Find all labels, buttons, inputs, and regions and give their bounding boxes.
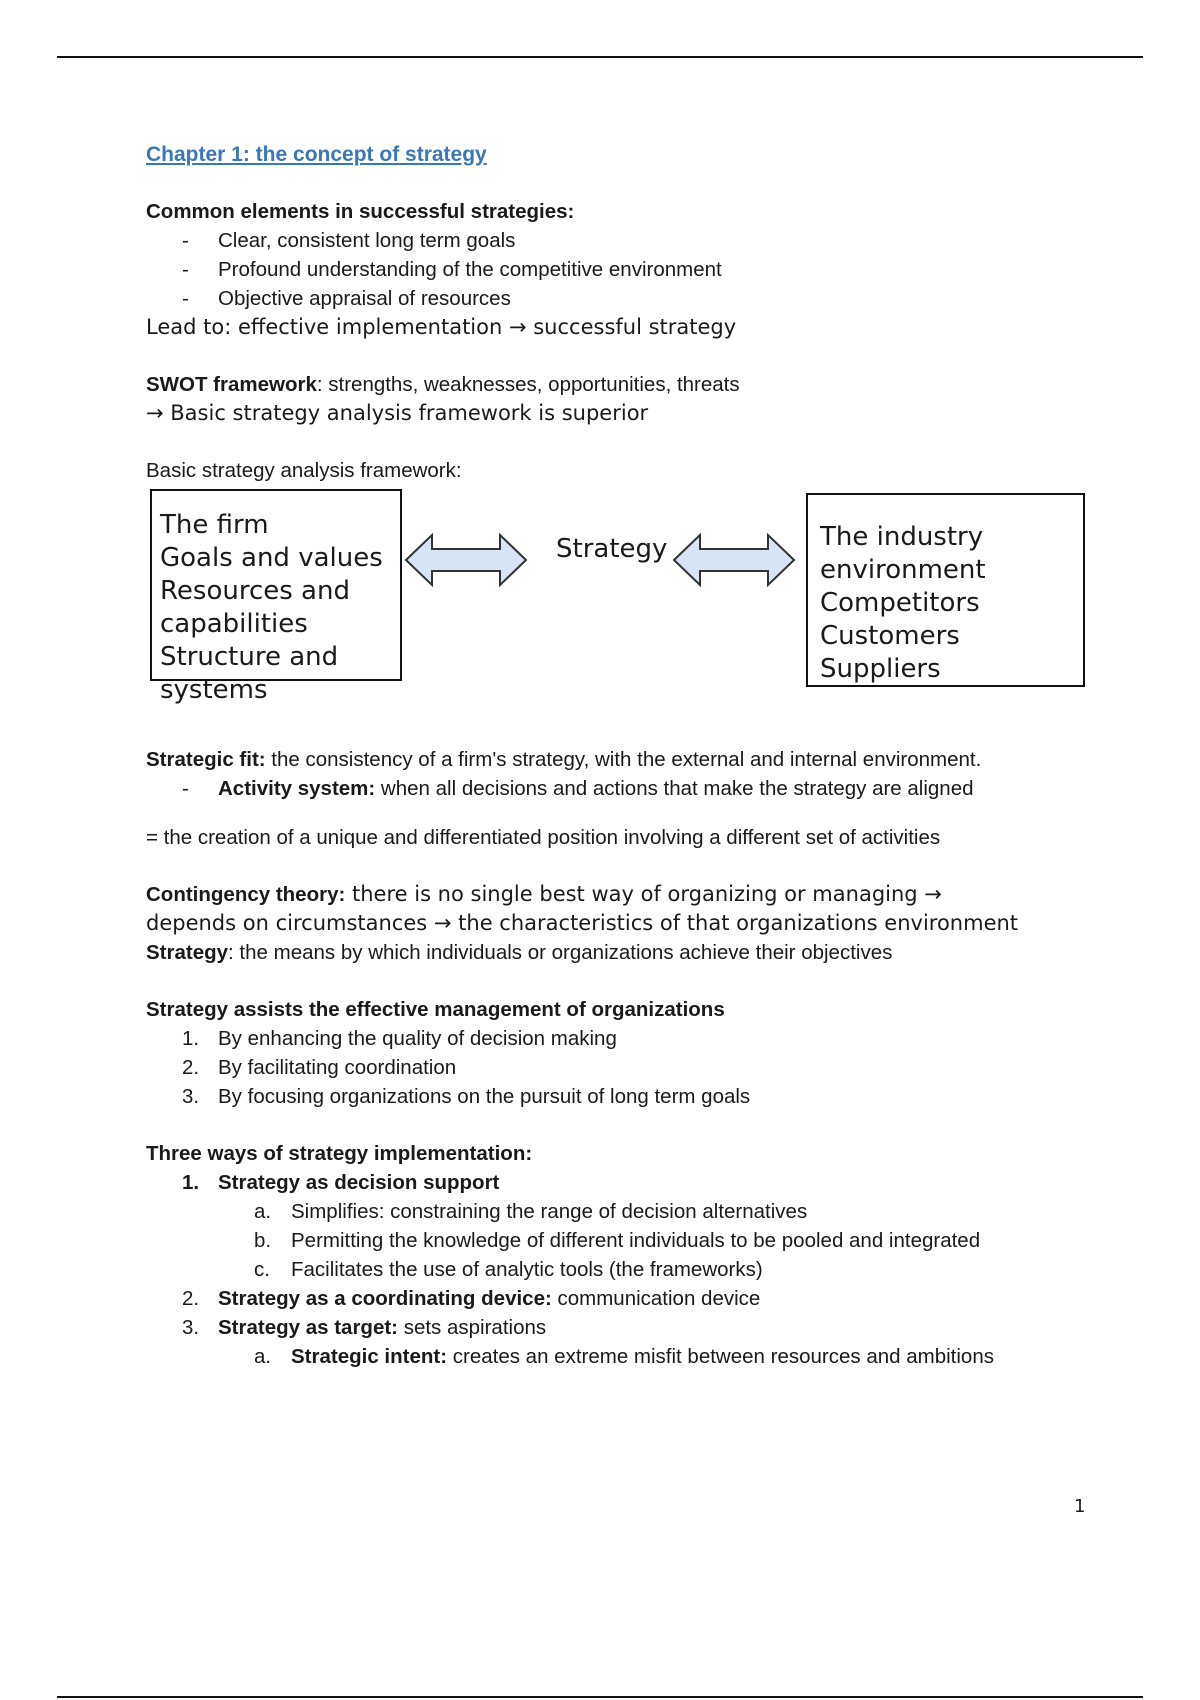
strategy-label: Strategy	[556, 534, 668, 564]
list-item: 3. Strategy as target: sets aspirations	[182, 1316, 547, 1339]
firm-box: The firm Goals and values Resources and capabilities Structure and systems	[150, 489, 402, 681]
swot-line: SWOT framework: strengths, weaknesses, opportunities, threats	[146, 373, 740, 396]
contingency-line: Contingency theory: there is no single best way of organizing or managing →	[146, 882, 942, 906]
framework-label: Basic strategy analysis framework:	[146, 459, 462, 482]
list-item: 2. Strategy as a coordinating device: communication device	[182, 1287, 761, 1310]
list-item: 1. Strategy as decision support	[182, 1171, 500, 1194]
list-item: c. Facilitates the use of analytic tools (the frameworks)	[254, 1258, 763, 1281]
assists-list	[146, 1024, 1106, 1111]
contingency-line-2: depends on circumstances → the characteristics of that organizations environment	[146, 911, 1019, 935]
assists-heading: Strategy assists the effective management of organizations	[146, 998, 725, 1021]
list-item: - Clear, consistent long term goals	[182, 229, 516, 252]
list-item: a. Strategic intent: creates an extreme misfit between resources and ambitions	[254, 1345, 994, 1368]
equals-line: = the creation of a unique and differentiated position involving a different set of activities	[146, 826, 941, 849]
document-body	[146, 140, 1106, 1371]
footer-rule	[57, 1696, 1143, 1698]
strategy-framework-diagram	[146, 485, 1106, 725]
list-item: a. Simplifies: constraining the range of decision alternatives	[254, 1200, 808, 1223]
list-item: 3. By focusing organizations on the pursuit of long term goals	[182, 1085, 751, 1108]
list-item: 1. By enhancing the quality of decision making	[182, 1027, 617, 1050]
common-list	[146, 226, 1106, 313]
list-item: 2. By facilitating coordination	[182, 1056, 457, 1079]
list-item: b. Permitting the knowledge of different individuals to be pooled and integrated	[254, 1229, 981, 1252]
double-arrow-icon	[672, 533, 796, 587]
chapter-title[interactable]: Chapter 1: the concept of strategy	[146, 143, 487, 166]
industry-box: The industry environment Competitors Customers Suppliers	[806, 493, 1085, 687]
page-number: 1	[1074, 1496, 1086, 1517]
header-rule	[57, 56, 1143, 58]
strategic-fit-list	[146, 774, 1106, 803]
implementation-list	[146, 1168, 1106, 1197]
common-heading: Common elements in successful strategies:	[146, 200, 575, 223]
strategic-fit-line: Strategic fit: the consistency of a firm's strategy, with the external and internal environment.	[146, 748, 982, 771]
implementation-list-cont	[146, 1284, 1106, 1342]
implementation-heading: Three ways of strategy implementation:	[146, 1142, 533, 1165]
strategy-definition: Strategy: the means by which individuals or organizations achieve their objectives	[146, 941, 893, 964]
swot-note: → Basic strategy analysis framework is superior	[146, 401, 649, 425]
list-item: - Profound understanding of the competitive environment	[182, 258, 722, 281]
lead-to-line: Lead to: effective implementation → successful strategy	[146, 315, 737, 339]
implementation-sublist-3	[146, 1342, 1106, 1371]
list-item: - Activity system: when all decisions and actions that make the strategy are aligned	[182, 777, 974, 800]
list-item: - Objective appraisal of resources	[182, 287, 511, 310]
implementation-sublist-1	[146, 1197, 1106, 1284]
double-arrow-icon	[404, 533, 528, 587]
